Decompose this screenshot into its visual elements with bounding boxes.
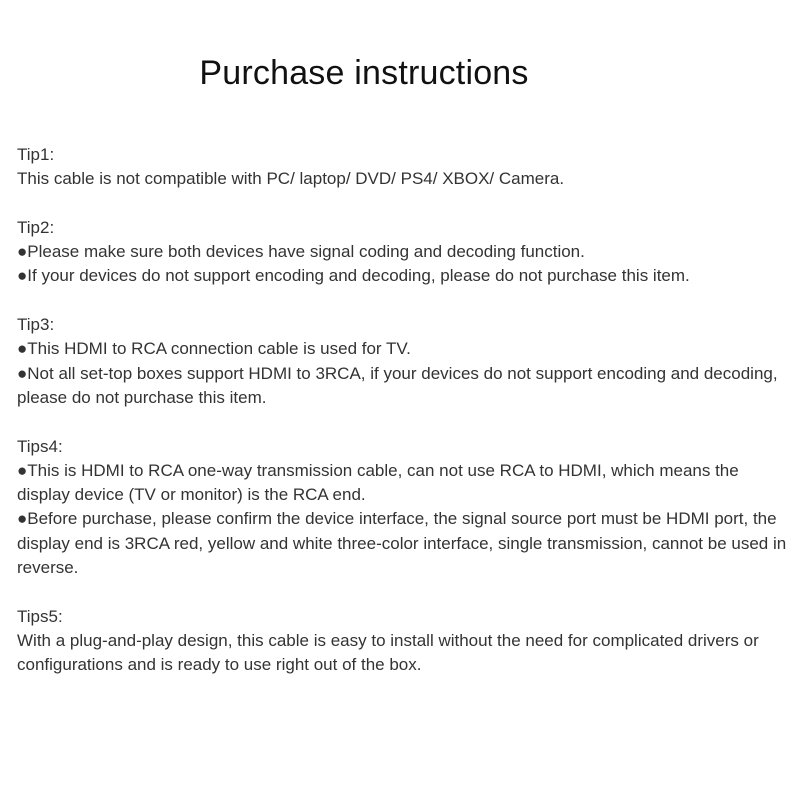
tip-heading: Tip3: [17, 315, 55, 335]
tip-5 [17, 605, 792, 678]
tip-bullet: ●This is HDMI to RCA one-way transmission cable, can not use RCA to HDMI, which means the display device (TV or monitor) is the RCA end. [17, 460, 739, 505]
page-title: Purchase instructions [199, 54, 529, 92]
tip-bullet: ●Before purchase, please confirm the device interface, the signal source port must be HDMI port, the display end is 3RCA red, yellow and white three-color interface, single transmission, cannot be used in reverse. [17, 509, 787, 578]
tip-line: With a plug-and-play design, this cable is easy to install without the need for complicated drivers or configurations and is ready to use right out of the box. [17, 630, 759, 675]
tip-bullet: ●Not all set-top boxes support HDMI to 3RCA, if your devices do not support encoding and decoding, please do not purchase this item. [17, 363, 778, 407]
tip-bullet: ●This HDMI to RCA connection cable is used for TV. [17, 339, 411, 359]
tip-heading: Tips4: [17, 436, 63, 456]
tip-3 [17, 313, 792, 410]
tip-1 [17, 143, 792, 192]
tip-bullet: ●If your devices do not support encoding and decoding, please do not purchase this item. [17, 266, 690, 286]
tips-list [17, 143, 792, 702]
tip-2 [17, 216, 792, 289]
tip-bullet: ●Please make sure both devices have signal coding and decoding function. [17, 242, 585, 262]
tip-line: This cable is not compatible with PC/ laptop/ DVD/ PS4/ XBOX/ Camera. [17, 169, 565, 189]
tip-heading: Tip1: [17, 145, 55, 164]
tip-heading: Tip2: [17, 217, 55, 237]
tip-heading: Tips5: [17, 606, 63, 626]
tip-4 [17, 435, 792, 581]
